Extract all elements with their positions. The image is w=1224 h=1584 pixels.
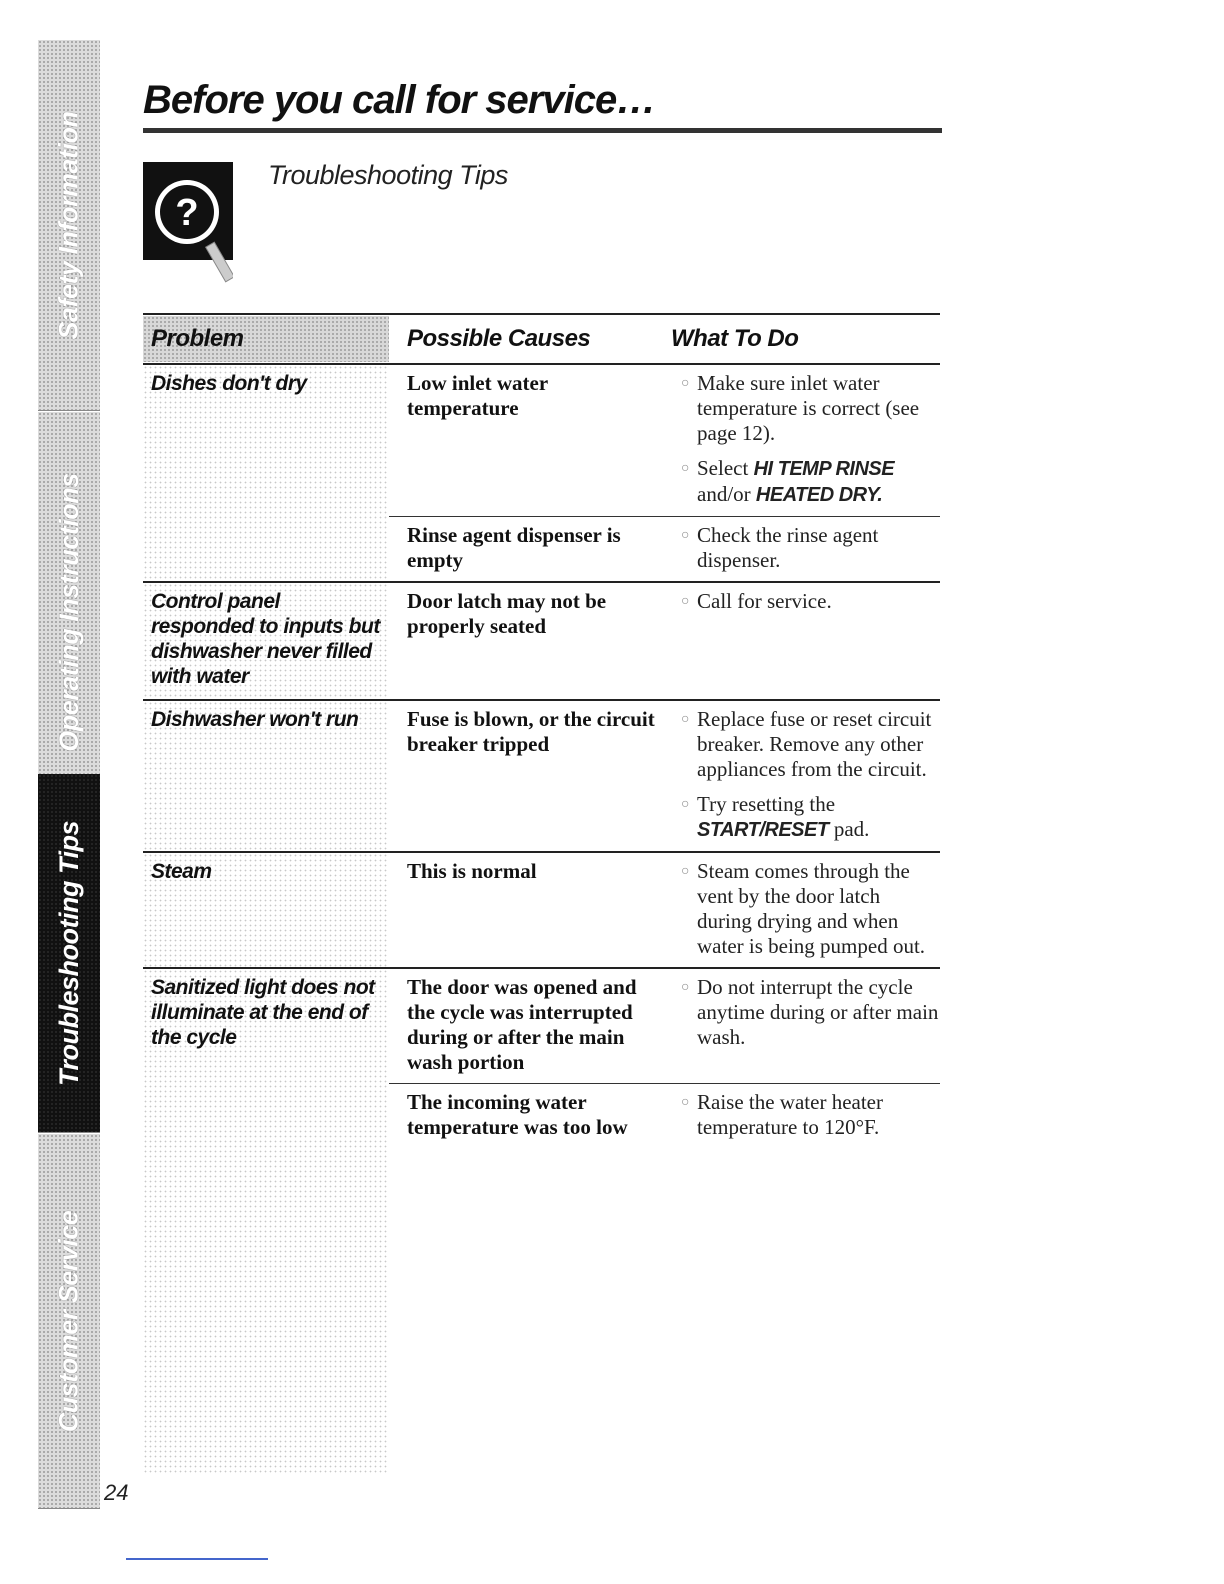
side-tabs [38,40,100,1508]
table-row [143,583,940,701]
tip-keyword: HEATED DRY. [755,484,883,506]
tip-item [681,975,940,1050]
tip-text: pad. [828,817,870,841]
cause-entry [389,969,940,1083]
cause-cell: The incoming water temperature was too low [407,1090,628,1139]
tip-text: Replace fuse or reset circuit breaker. Remove any other appliances from the circuit. [697,707,932,781]
cause-entry [389,853,940,967]
cause-cell: Door latch may not be properly seated [407,589,607,638]
side-tab-operating-instructions[interactable] [38,412,100,813]
side-tab-label: Troubleshooting Tips [53,820,84,1086]
bullet-icon: ○ [681,376,690,391]
cause-entry [389,365,940,516]
column-header-what-to-do: What To Do [671,325,799,352]
side-tab-safety-information[interactable] [38,40,100,411]
tip-text: Raise the water heater temperature to 120°F. [697,1090,883,1139]
cause-cell: This is normal [407,859,537,883]
problem-cell: Dishes don't dry [143,365,389,581]
tip-item [681,859,940,959]
todo-cell [655,523,940,573]
tip-item [681,371,940,446]
tip-keyword: START/RESET [697,819,829,841]
bullet-icon: ○ [681,864,690,879]
column-header-problem: Problem [143,316,389,362]
footer-line [126,1558,268,1560]
cause-entry [389,516,940,581]
bullet-icon: ○ [681,712,690,727]
tip-text: Call for service. [697,589,832,613]
bullet-icon: ○ [681,797,690,812]
troubleshooting-table [143,313,940,1474]
cause-cell: Rinse agent dispenser is empty [407,523,621,572]
table-row [143,969,940,1474]
cause-entry [389,701,940,851]
page-title: Before you call for service… [143,78,656,122]
todo-cell [655,859,940,959]
side-tab-label: Safety Information [53,110,84,340]
bullet-icon: ○ [681,461,690,476]
bullet-icon: ○ [681,980,690,995]
todo-cell [655,975,940,1075]
tip-text: Make sure inlet water temperature is correct (see page 12). [697,371,920,445]
problem-cell: Sanitized light does not illuminate at the end of the cycle [143,969,389,1474]
title-rule [143,128,942,133]
tip-item [681,707,940,782]
tip-text: Check the rinse agent dispenser. [697,523,879,572]
question-magnifier-icon [143,162,233,302]
problem-cell: Steam [143,853,389,967]
side-tab-customer-service[interactable] [38,1134,100,1509]
cause-entry [389,1083,940,1148]
tip-item [681,792,940,843]
table-row [143,701,940,853]
bullet-icon: ○ [681,1095,690,1110]
bullet-icon: ○ [681,594,690,609]
table-row [143,365,940,583]
tip-item [681,523,940,573]
column-header-possible-causes: Possible Causes [407,325,591,352]
cause-cell: Fuse is blown, or the circuit breaker tripped [407,707,655,756]
side-tab-troubleshooting-tips[interactable] [38,774,100,1133]
table-row [143,853,940,969]
tip-text: Do not interrupt the cycle anytime during or after main wash. [697,975,939,1049]
tip-text: Steam comes through the vent by the door latch during drying and when water is being pumped out. [697,859,926,958]
cause-entry [389,583,940,647]
bullet-icon: ○ [681,528,690,543]
tip-item [681,456,940,508]
tip-item [681,589,940,614]
todo-cell [655,1090,940,1140]
table-header [143,313,940,365]
tip-text: and/or [697,482,756,506]
todo-cell [655,371,940,508]
tip-text: Try resetting the [697,792,836,816]
tip-item [681,1090,940,1140]
cause-cell: The door was opened and the cycle was interrupted during or after the main wash portion [407,975,637,1074]
page-number: 24 [104,1480,129,1505]
tip-text: Select [697,456,754,480]
side-tab-label: Operating Instructions [53,472,84,752]
todo-cell [655,707,940,843]
todo-cell [655,589,940,639]
problem-cell: Control panel responded to inputs but dishwasher never filled with water [143,583,389,699]
cause-cell: Low inlet water temperature [407,371,548,420]
tip-keyword: HI TEMP RINSE [753,458,895,480]
side-tab-label: Customer Service [53,1210,84,1432]
page-subtitle: Troubleshooting Tips [268,160,508,190]
problem-cell: Dishwasher won't run [143,701,389,851]
svg-text:?: ? [175,192,199,234]
